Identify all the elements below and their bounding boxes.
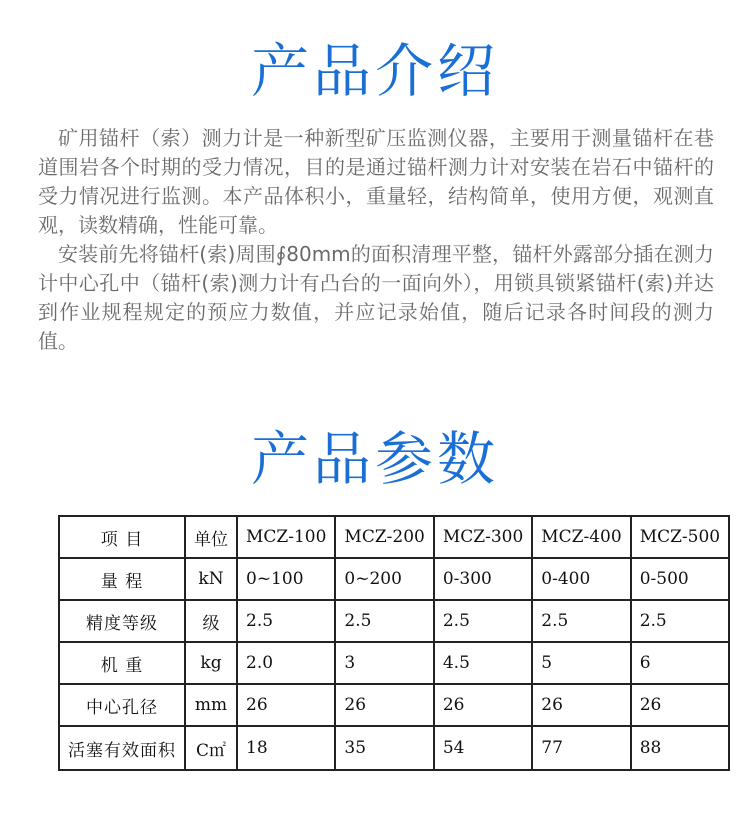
header-item-cell: 项 目 [59,516,185,558]
row-value-cell: 0-300 [434,558,532,600]
intro-title: 产品介绍 [250,37,499,105]
row-value-cell: 26 [631,684,729,726]
row-value-cell: 88 [631,726,729,770]
row-value-cell: 0~200 [335,558,433,600]
row-value-cell: 35 [335,726,433,770]
row-value-cell: 2.5 [631,600,729,642]
row-label-cell: 活塞有效面积 [59,726,185,770]
row-value-cell: 6 [631,642,729,684]
row-value-cell: 26 [237,684,335,726]
row-value-cell: 2.5 [237,600,335,642]
row-label-cell: 精度等级 [59,600,185,642]
row-value-cell: 26 [532,684,630,726]
table-row [59,684,729,726]
row-unit-cell: C㎡ [185,726,237,770]
row-label-cell: 机 重 [59,642,185,684]
intro-paragraph: 安装前先将锚杆(索)周围∮80mm的面积清理平整，锚杆外露部分插在测力计中心孔中（锚杆(索)测力计有凸台的一面向外），用锁具锁紧锚杆(索)并达到作业规程规定的预应力数值，并应记录始值，随后记录各时间段的测力值。 [38,242,714,353]
spec-table [58,515,730,771]
row-value-cell: 2.5 [335,600,433,642]
row-value-cell: 2.5 [532,600,630,642]
row-value-cell: 5 [532,642,630,684]
table-row [59,726,729,770]
header-model-cell: MCZ-200 [335,516,433,558]
table-row [59,558,729,600]
intro-body [38,124,714,356]
row-value-cell: 3 [335,642,433,684]
row-label-cell: 量 程 [59,558,185,600]
table-row [59,642,729,684]
params-title: 产品参数 [250,425,499,493]
row-value-cell: 2.5 [434,600,532,642]
header-model-cell: MCZ-100 [237,516,335,558]
row-value-cell: 2.0 [237,642,335,684]
intro-paragraph: 矿用锚杆（索）测力计是一种新型矿压监测仪器，主要用于测量锚杆在巷道围岩各个时期的受力情况，目的是通过锚杆测力计对安装在岩石中锚杆的受力情况进行监测。本产品体积小，重量轻，结构简单，使用方便，观测直观，读数精确，性能可靠。 [38,126,714,237]
row-unit-cell: 级 [185,600,237,642]
row-value-cell: 0-500 [631,558,729,600]
row-value-cell: 77 [532,726,630,770]
header-model-cell: MCZ-400 [532,516,630,558]
table-row [59,600,729,642]
table-header-row [59,516,729,558]
header-model-cell: MCZ-500 [631,516,729,558]
row-value-cell: 26 [335,684,433,726]
header-model-cell: MCZ-300 [434,516,532,558]
row-unit-cell: mm [185,684,237,726]
row-value-cell: 4.5 [434,642,532,684]
row-value-cell: 0~100 [237,558,335,600]
row-value-cell: 54 [434,726,532,770]
row-value-cell: 18 [237,726,335,770]
header-unit-cell: 单位 [185,516,237,558]
row-unit-cell: kg [185,642,237,684]
row-value-cell: 26 [434,684,532,726]
row-unit-cell: kN [185,558,237,600]
row-label-cell: 中心孔径 [59,684,185,726]
row-value-cell: 0-400 [532,558,630,600]
